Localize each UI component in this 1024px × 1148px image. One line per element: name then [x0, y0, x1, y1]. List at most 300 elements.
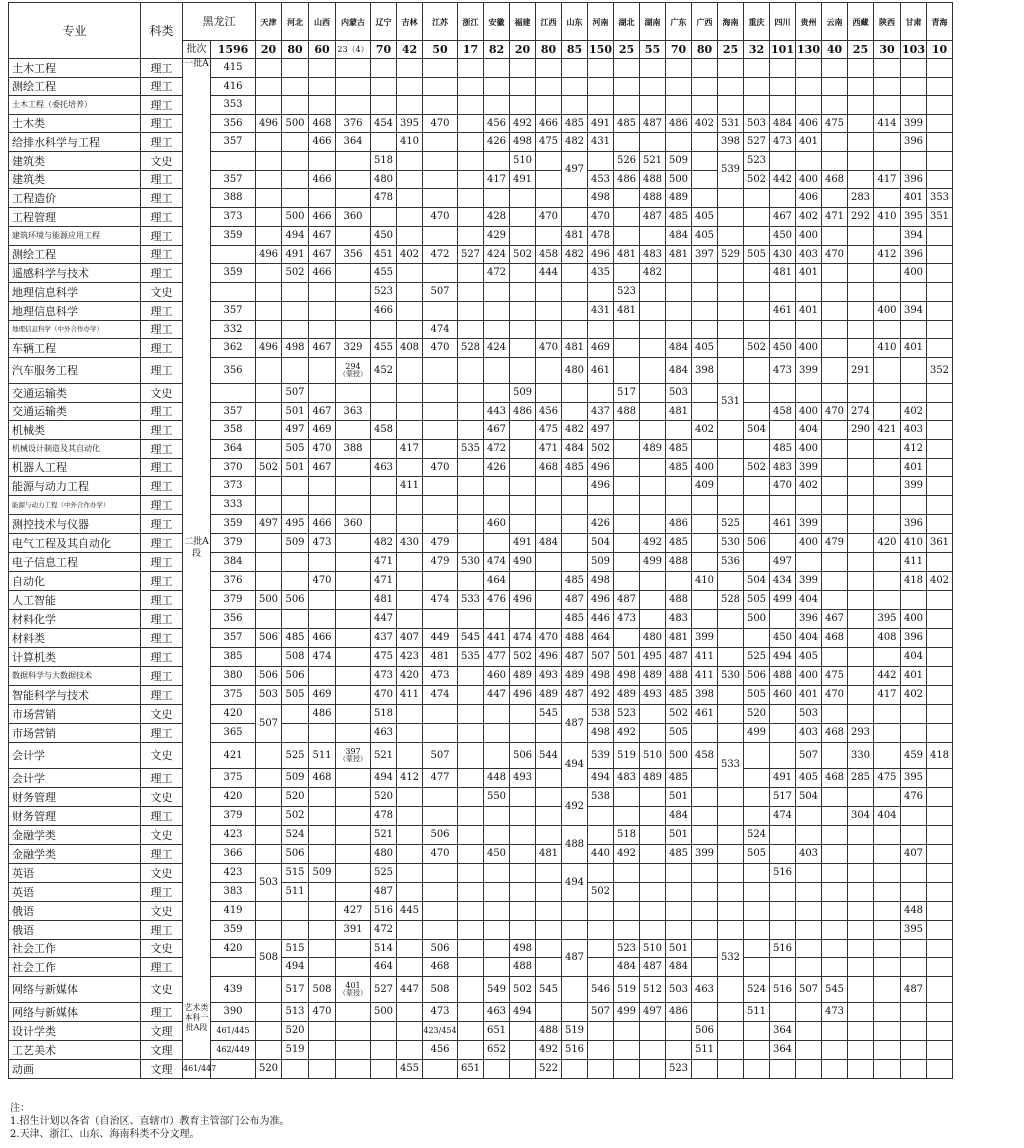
- score-cell: [256, 189, 282, 208]
- score-cell: 499: [640, 553, 666, 572]
- score-cell: [796, 902, 822, 921]
- table-row: [9, 534, 953, 553]
- score-cell: [692, 1060, 718, 1079]
- major-name: 建筑类: [9, 152, 141, 171]
- score-cell: [614, 227, 640, 246]
- score-cell: 481: [666, 629, 692, 648]
- score-cell: [423, 705, 458, 724]
- table-row: [9, 321, 953, 339]
- score-cell: [640, 302, 666, 321]
- score-cell: 330: [848, 743, 874, 769]
- score-cell: [397, 264, 423, 283]
- score-cell: 501: [282, 459, 309, 477]
- score-cell: [640, 59, 666, 78]
- score-cell: [397, 421, 423, 440]
- score-cell: 407: [901, 845, 927, 864]
- score-cell: 467: [309, 459, 336, 477]
- score-cell: [848, 384, 874, 403]
- score-cell: 395: [397, 115, 423, 133]
- table-row: [9, 724, 953, 743]
- score-cell: [692, 826, 718, 845]
- score-cell: [256, 902, 282, 921]
- header-province: 河北: [282, 3, 309, 41]
- score-cell: [336, 883, 371, 902]
- score-cell: 500: [666, 743, 692, 769]
- score-cell: 488: [536, 1022, 562, 1041]
- score-cell: [848, 339, 874, 358]
- score-cell: [901, 96, 927, 115]
- score-cell: 351: [927, 208, 953, 227]
- score-cell-merged: 492: [562, 788, 588, 826]
- score-cell: 509: [588, 553, 614, 572]
- score-cell: 489: [614, 686, 640, 705]
- table-row: [9, 152, 953, 171]
- score-cell: 485: [282, 629, 309, 648]
- score-cell: [796, 321, 822, 339]
- score-cell: 516: [770, 940, 796, 958]
- score-cell: 427: [336, 902, 371, 921]
- score-cell: [458, 302, 484, 321]
- heilongjiang-score: 357: [211, 629, 256, 648]
- score-cell: [336, 1003, 371, 1022]
- score-cell: [901, 78, 927, 96]
- score-cell: [423, 496, 458, 515]
- score-cell: [256, 534, 282, 553]
- score-cell: 293: [848, 724, 874, 743]
- score-cell: [536, 769, 562, 788]
- score-cell: [640, 384, 666, 403]
- score-cell: 399: [692, 629, 718, 648]
- score-cell: [588, 96, 614, 115]
- score-cell: 524: [282, 826, 309, 845]
- score-cell: [256, 1022, 282, 1041]
- score-cell: 545: [536, 977, 562, 1003]
- score-cell: [770, 705, 796, 724]
- score-cell: [484, 610, 510, 629]
- score-cell: [536, 96, 562, 115]
- score-cell: [848, 1041, 874, 1060]
- major-name: 材料化学: [9, 610, 141, 629]
- score-cell: [718, 845, 744, 864]
- major-name: 给排水科学与工程: [9, 133, 141, 152]
- score-cell: [848, 264, 874, 283]
- score-cell: [562, 553, 588, 572]
- score-cell: [484, 883, 510, 902]
- score-cell: 523: [744, 152, 770, 171]
- score-cell: [256, 208, 282, 227]
- score-cell: [484, 864, 510, 883]
- score-cell: [692, 1003, 718, 1022]
- category: 理工: [141, 171, 183, 189]
- score-cell: [822, 788, 848, 807]
- score-cell: [666, 59, 692, 78]
- major-name: 工艺美术: [9, 1041, 141, 1060]
- score-cell-merged: 488: [562, 826, 588, 864]
- major-name: 交通运输类: [9, 403, 141, 421]
- score-cell: [309, 826, 336, 845]
- score-cell: 475: [536, 421, 562, 440]
- score-cell: 458: [371, 421, 397, 440]
- score-cell: [588, 496, 614, 515]
- score-cell: 417: [397, 440, 423, 459]
- score-cell: [336, 686, 371, 705]
- score-cell: [510, 339, 536, 358]
- plan-count: 70: [371, 41, 397, 59]
- score-cell: 494: [282, 227, 309, 246]
- score-cell: 496: [510, 591, 536, 610]
- score-cell: [458, 902, 484, 921]
- score-cell: [744, 78, 770, 96]
- score-cell: 489: [640, 440, 666, 459]
- score-cell: [614, 807, 640, 826]
- score-cell: 538: [588, 705, 614, 724]
- score-cell: 448: [901, 902, 927, 921]
- score-cell: [458, 1003, 484, 1022]
- score-cell: [692, 152, 718, 171]
- score-cell: [901, 864, 927, 883]
- header-province: 辽宁: [371, 3, 397, 41]
- score-cell: 508: [423, 977, 458, 1003]
- score-cell: 490: [510, 553, 536, 572]
- score-cell: [484, 384, 510, 403]
- score-cell: [927, 152, 953, 171]
- score-cell: 481: [666, 246, 692, 264]
- score-cell: [796, 96, 822, 115]
- score-cell: 525: [282, 743, 309, 769]
- score-cell: [397, 59, 423, 78]
- score-cell: [822, 553, 848, 572]
- score-cell: 520: [256, 1060, 282, 1079]
- score-cell: [796, 384, 822, 403]
- score-cell: 498: [282, 339, 309, 358]
- score-cell: 468: [423, 958, 458, 977]
- plan-count: 82: [484, 41, 510, 59]
- score-cell: [848, 788, 874, 807]
- table-row: [9, 743, 953, 769]
- score-cell: 498: [588, 572, 614, 591]
- score-cell: [397, 553, 423, 572]
- heilongjiang-score: 357: [211, 133, 256, 152]
- major-name: 电子信息工程: [9, 553, 141, 572]
- score-cell: [874, 496, 901, 515]
- score-cell: [692, 724, 718, 743]
- score-cell: 405: [796, 769, 822, 788]
- score-cell: 485: [666, 459, 692, 477]
- score-cell: 456: [423, 1041, 458, 1060]
- score-cell: [588, 1041, 614, 1060]
- score-cell: 489: [536, 686, 562, 705]
- score-cell: [822, 826, 848, 845]
- score-cell: [282, 59, 309, 78]
- score-cell: 510: [640, 743, 666, 769]
- score-cell: [423, 477, 458, 496]
- score-cell: [256, 845, 282, 864]
- score-cell: 426: [484, 133, 510, 152]
- note-line-1: 1.招生计划以各省（自治区、直辖市）教育主管部门公布为准。: [10, 1116, 290, 1127]
- heilongjiang-score: 353: [211, 96, 256, 115]
- score-cell: [336, 421, 371, 440]
- score-cell: 411: [901, 553, 927, 572]
- score-cell: [309, 321, 336, 339]
- score-cell: [640, 403, 666, 421]
- heilongjiang-score: 357: [211, 171, 256, 189]
- score-cell: [458, 96, 484, 115]
- plan-count: 130: [796, 41, 822, 59]
- score-cell: 524: [744, 826, 770, 845]
- score-cell: [256, 1003, 282, 1022]
- score-cell: [718, 902, 744, 921]
- score-cell: 470: [309, 1003, 336, 1022]
- score-cell: [744, 629, 770, 648]
- score-cell: [927, 115, 953, 133]
- score-cell: 402: [397, 246, 423, 264]
- score-cell: 525: [718, 515, 744, 534]
- score-cell: 405: [692, 339, 718, 358]
- heilongjiang-score: 385: [211, 648, 256, 667]
- score-cell: 463: [371, 459, 397, 477]
- score-cell: 488: [666, 591, 692, 610]
- score-cell: [848, 59, 874, 78]
- score-cell: 398: [692, 358, 718, 384]
- score-cell: 471: [822, 208, 848, 227]
- score-cell: [822, 515, 848, 534]
- score-cell: [309, 302, 336, 321]
- score-cell: 487: [901, 977, 927, 1003]
- score-cell: 515: [282, 864, 309, 883]
- score-cell: [309, 59, 336, 78]
- score-value: 397: [345, 747, 361, 756]
- score-cell: [588, 902, 614, 921]
- score-cell: 473: [371, 667, 397, 686]
- score-cell: [822, 705, 848, 724]
- notes-title: 注：: [10, 1103, 30, 1114]
- heilongjiang-score: 439: [211, 977, 256, 1003]
- score-cell: 470: [423, 845, 458, 864]
- score-cell: [458, 227, 484, 246]
- score-cell: 463: [371, 724, 397, 743]
- heilongjiang-score: 375: [211, 769, 256, 788]
- heilongjiang-score: 462/449: [211, 1041, 256, 1060]
- score-cell: [458, 189, 484, 208]
- score-cell: [336, 591, 371, 610]
- score-cell: [423, 788, 458, 807]
- score-cell: [744, 743, 770, 769]
- score-cell: 482: [562, 421, 588, 440]
- score-cell: 506: [510, 743, 536, 769]
- score-cell: 489: [510, 667, 536, 686]
- score-cell: [614, 96, 640, 115]
- score-cell: [692, 534, 718, 553]
- score-cell: [282, 496, 309, 515]
- score-cell: [692, 553, 718, 572]
- header-province: 青海: [927, 3, 953, 41]
- heilongjiang-score: 373: [211, 208, 256, 227]
- score-cell: [371, 496, 397, 515]
- score-cell: [927, 883, 953, 902]
- score-cell: [848, 883, 874, 902]
- score-cell: 466: [309, 515, 336, 534]
- score-cell: 485: [562, 459, 588, 477]
- score-cell: 469: [309, 686, 336, 705]
- score-cell: 418: [901, 572, 927, 591]
- score-cell: [901, 1022, 927, 1041]
- score-cell: 440: [588, 845, 614, 864]
- score-cell: [336, 1041, 371, 1060]
- score-cell: 430: [397, 534, 423, 553]
- score-cell: 400: [901, 610, 927, 629]
- score-cell: [848, 246, 874, 264]
- score-cell: [692, 96, 718, 115]
- score-cell: 502: [510, 246, 536, 264]
- score-cell: 478: [371, 189, 397, 208]
- score-cell: 417: [484, 171, 510, 189]
- score-cell: [484, 78, 510, 96]
- score-cell: 400: [796, 534, 822, 553]
- score-cell: [282, 189, 309, 208]
- header-province: 广西: [692, 3, 718, 41]
- score-cell: 401: [796, 302, 822, 321]
- score-cell: [927, 648, 953, 667]
- score-cell: [666, 78, 692, 96]
- score-cell: [692, 171, 718, 189]
- score-cell: [640, 883, 666, 902]
- table-row: [9, 1041, 953, 1060]
- score-cell: 466: [309, 629, 336, 648]
- score-cell: [458, 115, 484, 133]
- score-cell: 450: [770, 629, 796, 648]
- score-cell: 506: [256, 629, 282, 648]
- score-cell: 533: [458, 591, 484, 610]
- batch-label: 艺术类本科一批A段: [183, 1003, 211, 1060]
- score-cell: 501: [666, 826, 692, 845]
- score-cell: 401: [901, 459, 927, 477]
- score-cell: [484, 940, 510, 958]
- score-cell: 481: [536, 845, 562, 864]
- score-cell: 511: [309, 743, 336, 769]
- table-row: [9, 902, 953, 921]
- score-cell: [614, 339, 640, 358]
- score-cell: 388: [336, 440, 371, 459]
- score-cell: [510, 515, 536, 534]
- score-cell: [822, 477, 848, 496]
- score-cell: [282, 610, 309, 629]
- heilongjiang-score: 379: [211, 591, 256, 610]
- major-name: 汽车服务工程: [9, 358, 141, 384]
- score-cell: 473: [423, 667, 458, 686]
- major-name: 网络与新媒体: [9, 1003, 141, 1022]
- category: 理工: [141, 591, 183, 610]
- score-cell: [718, 321, 744, 339]
- score-cell: 480: [640, 629, 666, 648]
- score-cell: 488: [562, 629, 588, 648]
- score-cell: [371, 440, 397, 459]
- score-cell: 483: [666, 610, 692, 629]
- header-province: 湖南: [640, 3, 666, 41]
- score-cell: [614, 78, 640, 96]
- score-cell: 516: [371, 902, 397, 921]
- score-cell: [336, 807, 371, 826]
- score-cell: [423, 78, 458, 96]
- category: 文史: [141, 152, 183, 171]
- category: 理工: [141, 496, 183, 515]
- score-cell: 487: [562, 648, 588, 667]
- score-cell: [822, 864, 848, 883]
- score-cell: [484, 283, 510, 302]
- category: 理工: [141, 96, 183, 115]
- score-cell: [927, 339, 953, 358]
- score-cell: [927, 246, 953, 264]
- score-cell: 496: [588, 477, 614, 496]
- plan-count: 30: [874, 41, 901, 59]
- score-cell: 492: [614, 845, 640, 864]
- score-cell: [901, 384, 927, 403]
- score-cell: 482: [371, 534, 397, 553]
- score-cell: [282, 358, 309, 384]
- score-cell: 407: [397, 629, 423, 648]
- score-cell: [927, 133, 953, 152]
- plan-count: 25: [614, 41, 640, 59]
- score-cell: 478: [588, 227, 614, 246]
- table-row: [9, 667, 953, 686]
- score-cell: 485: [562, 572, 588, 591]
- score-cell: 502: [510, 648, 536, 667]
- score-cell: 468: [822, 629, 848, 648]
- score-cell: 503: [796, 705, 822, 724]
- score-cell: [796, 1022, 822, 1041]
- score-cell: [848, 553, 874, 572]
- major-name: 土木工程（委托培养）: [9, 96, 141, 115]
- score-cell: [822, 59, 848, 78]
- score-cell: [640, 1041, 666, 1060]
- score-cell: [510, 724, 536, 743]
- score-cell: [423, 610, 458, 629]
- score-cell: 475: [822, 115, 848, 133]
- score-cell: 506: [744, 534, 770, 553]
- score-cell: 447: [397, 977, 423, 1003]
- score-cell: [640, 864, 666, 883]
- score-cell: [536, 358, 562, 384]
- score-cell: [796, 864, 822, 883]
- score-cell: 503: [256, 686, 282, 705]
- score-cell: [718, 864, 744, 883]
- score-cell: 539: [588, 743, 614, 769]
- score-cell: [614, 208, 640, 227]
- score-cell: [256, 302, 282, 321]
- table-row: [9, 133, 953, 152]
- score-cell: [484, 921, 510, 940]
- score-cell: [588, 1022, 614, 1041]
- score-cell: [484, 705, 510, 724]
- score-cell: [822, 459, 848, 477]
- score-cell: 545: [458, 629, 484, 648]
- score-cell: [822, 321, 848, 339]
- heilongjiang-score: 376: [211, 572, 256, 591]
- score-cell: [336, 977, 371, 1003]
- score-cell: [423, 572, 458, 591]
- score-cell: [718, 496, 744, 515]
- score-cell: 482: [640, 264, 666, 283]
- major-name: 设计学类: [9, 1022, 141, 1041]
- score-cell: [458, 59, 484, 78]
- score-cell: 401: [796, 686, 822, 705]
- score-cell: 506: [282, 845, 309, 864]
- score-cell: [874, 515, 901, 534]
- score-cell: [484, 152, 510, 171]
- major-name: 会计学: [9, 743, 141, 769]
- score-cell: [927, 403, 953, 421]
- score-cell: [848, 902, 874, 921]
- score-cell: 476: [484, 591, 510, 610]
